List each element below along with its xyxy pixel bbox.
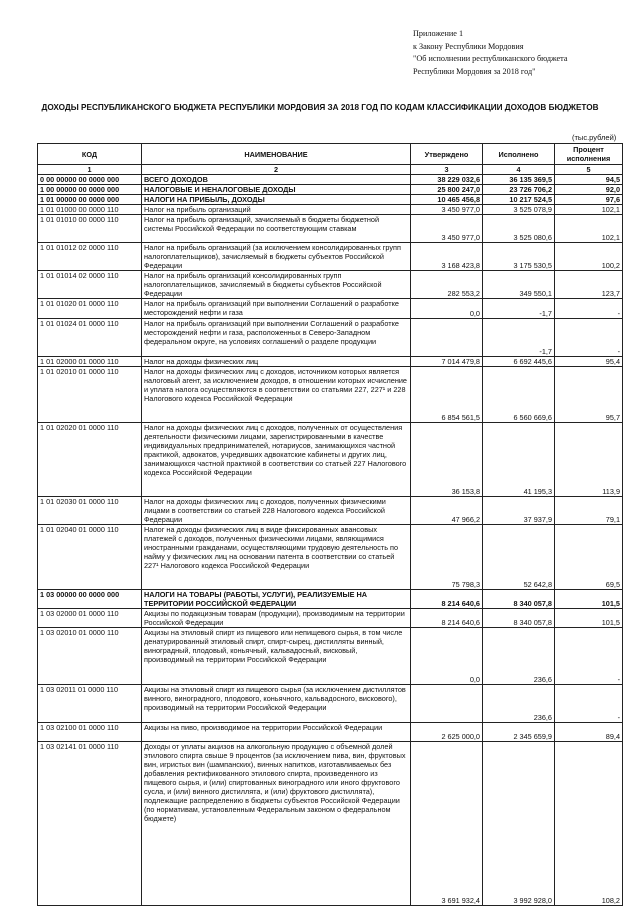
row-approved: 47 966,2 xyxy=(411,497,483,525)
row-executed: 236,6 xyxy=(483,628,555,685)
appendix-line-3: "Об исполнении республиканского бюджета xyxy=(413,54,568,63)
row-percent: - xyxy=(555,685,623,723)
table-row xyxy=(38,319,623,357)
row-executed: -1,7 xyxy=(483,299,555,319)
row-percent: - xyxy=(555,319,623,357)
row-executed: 23 726 706,2 xyxy=(483,185,555,195)
row-executed: 236,6 xyxy=(483,685,555,723)
table-row xyxy=(38,195,623,205)
row-name: Налог на прибыль организаций, зачисляемый в бюджеты бюджетной системы Российской Федерации по соответствующим ставкам xyxy=(142,215,411,243)
row-code: 1 01 01020 01 0000 110 xyxy=(38,299,142,319)
row-code: 1 01 02000 01 0000 110 xyxy=(38,357,142,367)
row-executed: 3 525 080,6 xyxy=(483,215,555,243)
header-executed: Исполнено xyxy=(483,144,555,165)
row-code: 1 03 02010 01 0000 110 xyxy=(38,628,142,685)
table-row xyxy=(38,299,623,319)
table-row xyxy=(38,497,623,525)
row-approved: 3 450 977,0 xyxy=(411,205,483,215)
table-row xyxy=(38,525,623,590)
row-percent: 94,5 xyxy=(555,175,623,185)
column-index-row xyxy=(38,165,623,175)
row-percent: - xyxy=(555,299,623,319)
row-name: НАЛОГОВЫЕ И НЕНАЛОГОВЫЕ ДОХОДЫ xyxy=(142,185,411,195)
row-approved: 75 798,3 xyxy=(411,525,483,590)
row-executed: -1,7 xyxy=(483,319,555,357)
table-row xyxy=(38,357,623,367)
row-approved: 2 625 000,0 xyxy=(411,723,483,742)
column-index: 2 xyxy=(142,165,411,175)
row-percent: 79,1 xyxy=(555,497,623,525)
row-percent: - xyxy=(555,628,623,685)
header-percent: Процент исполнения xyxy=(555,144,623,165)
row-code: 1 01 02010 01 0000 110 xyxy=(38,367,142,423)
row-percent: 113,9 xyxy=(555,423,623,497)
row-executed: 6 692 445,6 xyxy=(483,357,555,367)
row-executed: 10 217 524,5 xyxy=(483,195,555,205)
column-index: 5 xyxy=(555,165,623,175)
row-name: Акцизы на пиво, производимое на территории Российской Федерации xyxy=(142,723,411,742)
table-row xyxy=(38,185,623,195)
row-name: Налог на доходы физических лиц в виде фиксированных авансовых платежей с доходов, полученных физическими лицами, являющимися иностранными гражданами, осуществляющими трудовую деятельность по найму у физических лиц на основании патента в соответствии со статьей 227¹ Налогового кодекса Российской Федерации xyxy=(142,525,411,590)
table-row xyxy=(38,423,623,497)
row-approved: 8 214 640,6 xyxy=(411,590,483,609)
row-name: НАЛОГИ НА ПРИБЫЛЬ, ДОХОДЫ xyxy=(142,195,411,205)
row-executed: 8 340 057,8 xyxy=(483,609,555,628)
row-code: 1 03 02000 01 0000 110 xyxy=(38,609,142,628)
row-percent: 89,4 xyxy=(555,723,623,742)
row-approved: 0,0 xyxy=(411,628,483,685)
table-row xyxy=(38,685,623,723)
row-percent: 123,7 xyxy=(555,271,623,299)
column-index: 4 xyxy=(483,165,555,175)
row-percent: 102,1 xyxy=(555,215,623,243)
row-name: Акцизы на этиловый спирт из пищевого или непищевого сырья, в том числе денатурированный этиловый спирт, спирт-сырец, дистилляты винный, виноградный, плодовый, коньячный, кальвадосный, висковый, производимый на территории Российской Федерации xyxy=(142,628,411,685)
table-body xyxy=(38,175,623,906)
appendix-line-2: к Закону Республики Мордовия xyxy=(413,41,524,51)
row-executed: 8 340 057,8 xyxy=(483,590,555,609)
header-row xyxy=(38,144,623,165)
row-approved: 0,0 xyxy=(411,299,483,319)
row-code: 1 01 01010 00 0000 110 xyxy=(38,215,142,243)
row-approved: 8 214 640,6 xyxy=(411,609,483,628)
row-code: 1 03 02141 01 0000 110 xyxy=(38,742,142,906)
table-row xyxy=(38,271,623,299)
table-row xyxy=(38,215,623,243)
row-percent: 108,2 xyxy=(555,742,623,906)
row-name: ВСЕГО ДОХОДОВ xyxy=(142,175,411,185)
row-code: 1 01 02040 01 0000 110 xyxy=(38,525,142,590)
row-name: Налог на прибыль организаций xyxy=(142,205,411,215)
header-code: КОД xyxy=(38,144,142,165)
row-code: 1 01 00000 00 0000 000 xyxy=(38,195,142,205)
row-percent: 95,7 xyxy=(555,367,623,423)
row-code: 1 01 01000 00 0000 110 xyxy=(38,205,142,215)
row-code: 1 01 02020 01 0000 110 xyxy=(38,423,142,497)
row-executed: 3 525 078,9 xyxy=(483,205,555,215)
row-code: 1 01 01024 01 0000 110 xyxy=(38,319,142,357)
row-percent: 101,5 xyxy=(555,609,623,628)
row-code: 1 03 02100 01 0000 110 xyxy=(38,723,142,742)
row-code: 1 01 02030 01 0000 110 xyxy=(38,497,142,525)
row-name: НАЛОГИ НА ТОВАРЫ (РАБОТЫ, УСЛУГИ), РЕАЛИЗУЕМЫЕ НА ТЕРРИТОРИИ РОССИЙСКОЙ ФЕДЕРАЦИИ xyxy=(142,590,411,609)
column-index: 3 xyxy=(411,165,483,175)
row-percent: 95,4 xyxy=(555,357,623,367)
row-approved: 3 691 932,4 xyxy=(411,742,483,906)
row-code: 1 01 01012 02 0000 110 xyxy=(38,243,142,271)
row-percent: 101,5 xyxy=(555,590,623,609)
row-executed: 52 642,8 xyxy=(483,525,555,590)
row-name: Налог на доходы физических лиц с доходов, полученных физическими лицами в соответствии со статьей 228 Налогового кодекса Российской Федерации xyxy=(142,497,411,525)
table-row xyxy=(38,175,623,185)
row-approved: 6 854 561,5 xyxy=(411,367,483,423)
row-percent: 69,5 xyxy=(555,525,623,590)
revenue-table xyxy=(37,143,623,906)
row-percent: 100,2 xyxy=(555,243,623,271)
row-name: Налог на прибыль организаций (за исключением консолидированных групп налогоплательщиков), зачисляемый в бюджеты субъектов Российской Федерации xyxy=(142,243,411,271)
row-name: Налог на прибыль организаций консолидированных групп налогоплательщиков, зачисляемый в бюджеты субъектов Российской Федерации xyxy=(142,271,411,299)
row-approved: 3 450 977,0 xyxy=(411,215,483,243)
row-approved xyxy=(411,685,483,723)
row-name: Налог на доходы физических лиц с доходов, источником которых является налоговый агент, за исключением доходов, в отношении которых исчисление и уплата налога осуществляются в соответствии со статьями 227, 227¹ и 228 Налогового кодекса Российской Федерации xyxy=(142,367,411,423)
row-code: 1 01 01014 02 0000 110 xyxy=(38,271,142,299)
row-name: Акцизы на этиловый спирт из пищевого сырья (за исключением дистиллятов винного, виноградного, плодового, коньячного, кальвадосного, вискового), производимый на территории Российской Федерации xyxy=(142,685,411,723)
row-percent: 102,1 xyxy=(555,205,623,215)
table-row xyxy=(38,205,623,215)
row-name: Налог на прибыль организаций при выполнении Соглашений о разработке месторождений нефти и газа xyxy=(142,299,411,319)
row-executed: 2 345 659,9 xyxy=(483,723,555,742)
row-name: Акцизы по подакцизным товарам (продукции), производимым на территории Российской Федерации xyxy=(142,609,411,628)
row-percent: 92,0 xyxy=(555,185,623,195)
row-executed: 37 937,9 xyxy=(483,497,555,525)
row-approved: 282 553,2 xyxy=(411,271,483,299)
row-executed: 36 135 369,5 xyxy=(483,175,555,185)
table-row xyxy=(38,723,623,742)
row-executed: 3 175 530,5 xyxy=(483,243,555,271)
appendix-note xyxy=(413,28,568,78)
row-name: Налог на доходы физических лиц xyxy=(142,357,411,367)
row-approved: 36 153,8 xyxy=(411,423,483,497)
table-row xyxy=(38,243,623,271)
table-row xyxy=(38,590,623,609)
document-title: ДОХОДЫ РЕСПУБЛИКАНСКОГО БЮДЖЕТА РЕСПУБЛИКИ МОРДОВИЯ ЗА 2018 ГОД ПО КОДАМ КЛАССИФИКАЦИИ ДОХОДОВ БЮДЖЕТОВ xyxy=(41,103,599,112)
appendix-line-4: Республики Мордовия за 2018 год" xyxy=(413,66,536,76)
row-approved: 10 465 456,8 xyxy=(411,195,483,205)
row-code: 1 00 00000 00 0000 000 xyxy=(38,185,142,195)
units-label: (тыс.рублей) xyxy=(572,133,617,142)
row-code: 0 00 00000 00 0000 000 xyxy=(38,175,142,185)
table-row xyxy=(38,628,623,685)
row-name: Налог на прибыль организаций при выполнении Соглашений о разработке месторождений нефти и газа, расположенных в Северо-Западном федеральном округе, на условиях соглашений о разделе продукции xyxy=(142,319,411,357)
row-percent: 97,6 xyxy=(555,195,623,205)
row-name: Доходы от уплаты акцизов на алкогольную продукцию с объемной долей этилового спирта свыше 9 процентов (за исключением пива, вин, фруктовых вин, игристых вин (шампанских), винных напитков, изготавливаемых без добавления ректификованного этилового спирта, произведенного из пищевого сырья, и (или) спиртованных виноградного или иного фруктового сусла, и (или) винного дистиллята, и (или) фруктового дистиллята), подлежащие распределению в бюджеты субъектов Российской Федерации (по нормативам, установленным Федеральным законом о федеральном бюджете) xyxy=(142,742,411,906)
row-name: Налог на доходы физических лиц с доходов, полученных от осуществления деятельности физическими лицами, зарегистрированными в качестве индивидуальных предпринимателей, нотариусов, занимающихся частной практикой, адвокатов, учредивших адвокатские кабинеты и других лиц, занимающихся частной практикой в соответствии со статьей 227 Налогового кодекса Российской Федерации xyxy=(142,423,411,497)
row-executed: 349 550,1 xyxy=(483,271,555,299)
header-name: НАИМЕНОВАНИЕ xyxy=(142,144,411,165)
row-approved xyxy=(411,319,483,357)
row-executed: 6 560 669,6 xyxy=(483,367,555,423)
table-row xyxy=(38,742,623,906)
row-code: 1 03 00000 00 0000 000 xyxy=(38,590,142,609)
appendix-line-1: Приложение 1 xyxy=(413,29,464,38)
row-executed: 41 195,3 xyxy=(483,423,555,497)
row-approved: 25 800 247,0 xyxy=(411,185,483,195)
row-approved: 7 014 479,8 xyxy=(411,357,483,367)
row-code: 1 03 02011 01 0000 110 xyxy=(38,685,142,723)
row-executed: 3 992 928,0 xyxy=(483,742,555,906)
table-row xyxy=(38,609,623,628)
table-row xyxy=(38,367,623,423)
header-approved: Утверждено xyxy=(411,144,483,165)
column-index: 1 xyxy=(38,165,142,175)
row-approved: 38 229 032,6 xyxy=(411,175,483,185)
row-approved: 3 168 423,8 xyxy=(411,243,483,271)
